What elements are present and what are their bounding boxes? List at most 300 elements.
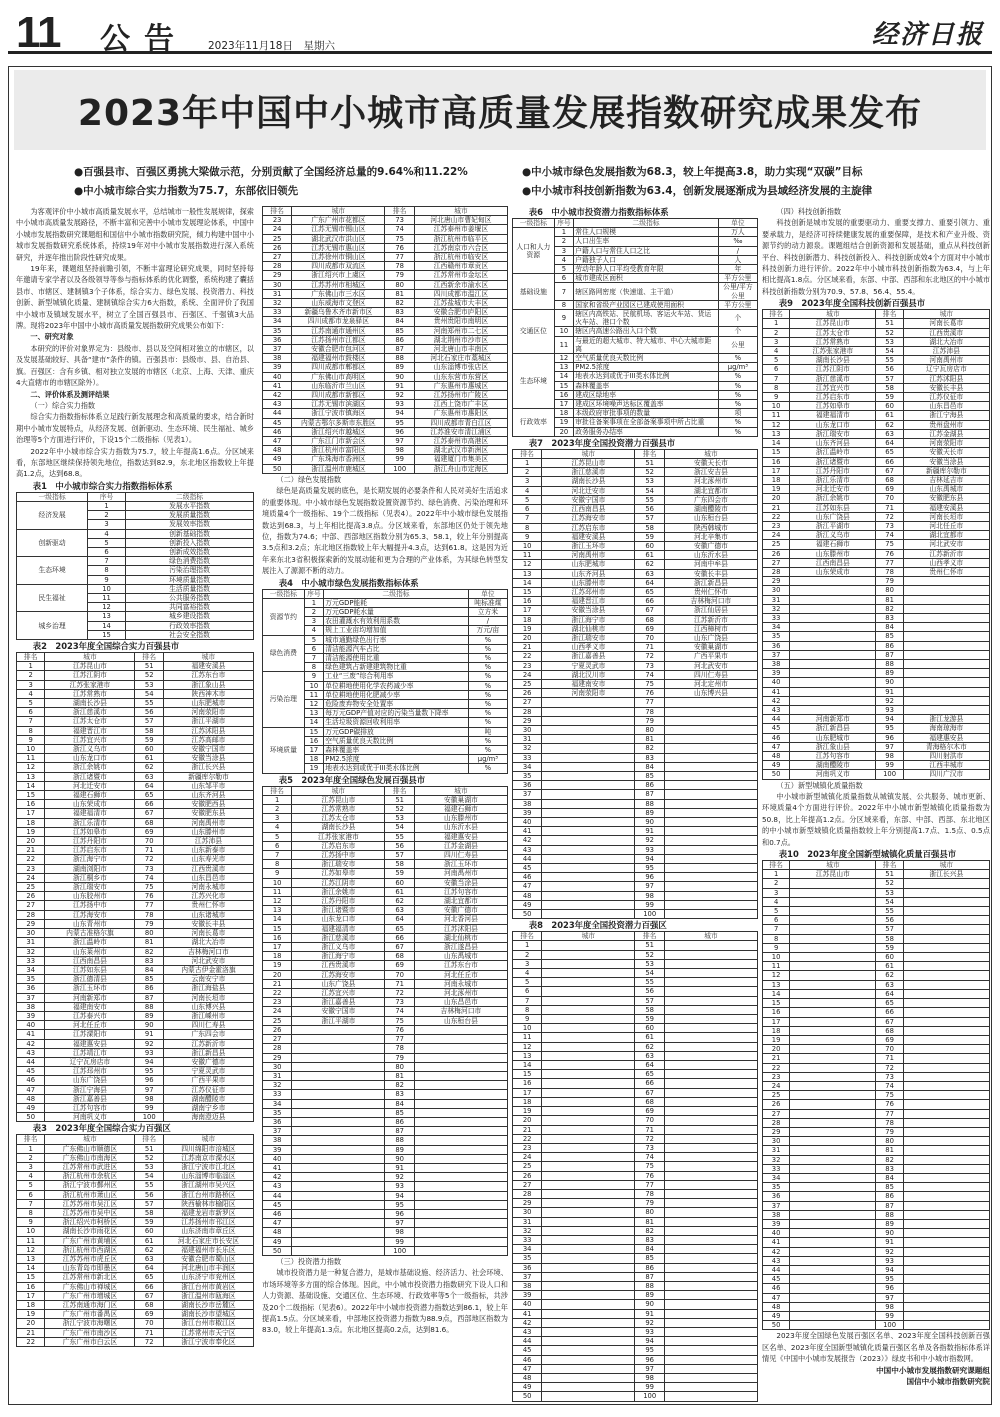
rank-cell: 20: [763, 1045, 790, 1054]
city-cell: 内蒙古伊金霍洛旗: [163, 965, 253, 974]
table-row: [513, 569, 758, 578]
rank-cell: 28: [263, 1044, 292, 1053]
seq-cell: 16: [554, 390, 574, 399]
rank-cell: 30: [513, 725, 542, 734]
rank-cell: 61: [135, 1236, 163, 1245]
city-cell: 安徽长丰县: [664, 569, 757, 578]
city-cell: 山东禹城市: [903, 485, 989, 494]
rank-cell: 24: [17, 873, 45, 882]
city-cell: 浙江乐清市: [45, 818, 135, 827]
table-row: [263, 924, 508, 933]
rank-cell: 38: [17, 1002, 45, 1011]
city-cell: 江苏兴化市: [163, 892, 253, 901]
rank-cell: 31: [513, 1217, 542, 1226]
seq-cell: 6: [88, 547, 126, 556]
table-caption: 表8 2023年度全国投资潜力百强区: [528, 920, 667, 931]
rank-cell: 87: [385, 1127, 414, 1136]
indicator-cell: 污染治理指数: [126, 566, 254, 575]
bullet-point: ●百强县市、百强区勇挑大梁做示范，分别贡献了全国经济总量的9.64%和11.22%: [74, 166, 468, 178]
city-cell: 广东广州市番禺区: [45, 1310, 135, 1319]
table-row: [513, 1097, 758, 1106]
city-cell: 江苏扬州市邗江区: [163, 1218, 253, 1227]
rank-cell: 36: [513, 781, 542, 790]
rank-cell: 1: [263, 795, 292, 804]
seq-cell: 9: [554, 310, 574, 327]
rank-cell: 61: [876, 962, 903, 971]
city-cell: 湖南长沙市望城区: [163, 1310, 253, 1319]
rank-cell: 31: [763, 595, 790, 604]
table-row: [763, 1275, 990, 1284]
indicator-table: [16, 492, 254, 640]
rank-cell: 90: [135, 1021, 163, 1030]
city-cell: 浙江宁波市奉化区: [163, 1337, 253, 1346]
city-cell: 江苏昆山市: [790, 870, 876, 879]
table-row: [513, 587, 758, 596]
table-row: [763, 943, 990, 952]
rank-cell: 93: [876, 1256, 903, 1265]
body-paragraph: 中小城市新型城镇化质量指数从城镇发展、公共服务、城市更新、环境质量4个方面进行评价。2022年中小城市新型城镇化质量指数为50.8，比上年提高1.2点。分区域来看，东部、中部、西部、东北地区的中小城市新型城镇化质量指数较上年分别提高1.7点、1.5点、0.5点和0.7点。: [762, 792, 990, 847]
city-cell: [664, 1383, 757, 1392]
city-cell: [414, 1062, 507, 1071]
rank-cell: 37: [263, 345, 292, 354]
unit-cell: %: [468, 699, 507, 708]
table-row: [763, 1054, 990, 1063]
rank-cell: 27: [263, 1035, 292, 1044]
city-cell: 浙江龙游县: [903, 715, 989, 724]
city-cell: 陕西榆林市榆阳区: [163, 1199, 253, 1208]
city-cell: 山东龙口市: [790, 420, 876, 429]
city-cell: [414, 1200, 507, 1209]
table-row: [17, 1048, 254, 1057]
rank-cell: 30: [263, 1062, 292, 1071]
city-cell: 江苏常州市新北区: [45, 1273, 135, 1282]
rank-cell: 17: [763, 1017, 790, 1026]
rank-cell: 94: [876, 1265, 903, 1274]
city-cell: 福建福清市: [790, 411, 876, 420]
city-cell: [664, 1051, 757, 1060]
rank-cell: 2: [763, 328, 790, 337]
table-row: [763, 1256, 990, 1265]
rank-cell: 49: [513, 1383, 542, 1392]
city-cell: 江苏邳州市: [542, 587, 635, 596]
city-cell: 广东四会市: [163, 1030, 253, 1039]
rank-cell: 45: [763, 1275, 790, 1284]
rank-cell: 21: [513, 1125, 542, 1134]
city-cell: 山东广饶县: [45, 1076, 135, 1085]
table-row: [263, 1209, 508, 1218]
table-row: [763, 1081, 990, 1090]
table-row: [513, 753, 758, 762]
city-cell: [414, 1044, 507, 1053]
seq-cell: 18: [554, 409, 574, 418]
rank-cell: 95: [876, 1275, 903, 1284]
table-caption: 表4 中小城市绿色发展指数指标体系: [278, 577, 419, 588]
city-cell: [790, 1137, 876, 1146]
city-cell: 山西孝义市: [903, 558, 989, 567]
city-cell: [903, 888, 989, 897]
table-row: [763, 1072, 990, 1081]
rank-cell: 60: [635, 541, 664, 550]
city-cell: [542, 1143, 635, 1152]
rank-cell: 88: [876, 659, 903, 668]
rank-cell: 57: [635, 996, 664, 1005]
city-cell: 浙江新昌县: [790, 724, 876, 733]
rank-cell: 41: [763, 687, 790, 696]
city-cell: 河北武安市: [664, 661, 757, 670]
city-cell: 江苏苏州市吴江区: [45, 1199, 135, 1208]
rank-cell: 98: [876, 1302, 903, 1311]
column-header: 排名: [635, 932, 664, 941]
rank-cell: 39: [763, 669, 790, 678]
seq-cell: 15: [304, 727, 324, 736]
unit-cell: %: [718, 390, 757, 399]
table-row: [513, 1024, 758, 1033]
table-row: [263, 437, 508, 446]
city-cell: 吉林延吉市: [903, 475, 989, 484]
table-row: [763, 319, 990, 328]
table-row: [513, 354, 758, 363]
city-cell: [664, 1235, 757, 1244]
rank-cell: 24: [513, 670, 542, 679]
city-cell: 江苏句容市: [414, 887, 507, 896]
section-heading: 二、评价体系及测评结果: [30, 389, 110, 399]
city-cell: [790, 650, 876, 659]
city-cell: 河南禹州市: [542, 551, 635, 560]
city-cell: [292, 1117, 385, 1126]
city-cell: 浙江温岭市: [790, 448, 876, 457]
city-cell: [790, 1164, 876, 1173]
indicator-cell: 空气质量优良天数比例: [574, 354, 719, 363]
city-cell: [664, 910, 757, 919]
table-row: [763, 485, 990, 494]
rank-cell: 88: [635, 1281, 664, 1290]
rank-cell: 37: [513, 1272, 542, 1281]
city-cell: 山东禹城市: [414, 952, 507, 961]
rank-cell: 17: [17, 1291, 45, 1300]
table-row: [263, 1154, 508, 1163]
city-cell: [664, 1033, 757, 1042]
city-cell: 河北定州市: [664, 679, 757, 688]
city-cell: [790, 916, 876, 925]
table-row: [763, 696, 990, 705]
unit-cell: %: [468, 764, 507, 773]
rank-cell: 20: [513, 1116, 542, 1125]
table-row: [263, 841, 508, 850]
city-cell: 江苏金湖县: [903, 429, 989, 438]
city-cell: 四川广汉市: [903, 770, 989, 779]
table-row: [763, 1045, 990, 1054]
rank-cell: 19: [17, 827, 45, 836]
rank-cell: 100: [385, 1246, 414, 1255]
table-row: [763, 1293, 990, 1302]
rank-cell: 29: [763, 1127, 790, 1136]
city-cell: [790, 925, 876, 934]
rank-cell: 37: [17, 993, 45, 1002]
city-cell: 浙江温岭市: [45, 938, 135, 947]
table-row: [17, 662, 254, 671]
rank-cell: 6: [763, 365, 790, 374]
rank-cell: 44: [763, 1265, 790, 1274]
table-row: [763, 586, 990, 595]
city-cell: [664, 941, 757, 950]
city-cell: 江苏无锡市惠山区: [292, 243, 385, 252]
rank-cell: 3: [763, 888, 790, 897]
rank-cell: 39: [263, 363, 292, 372]
city-cell: 江苏常熟市: [292, 805, 385, 814]
table-row: [763, 1265, 990, 1274]
rank-cell: 99: [385, 455, 414, 464]
table-row: [513, 1226, 758, 1235]
rank-cell: 78: [385, 1044, 414, 1053]
column-header: 排名: [513, 932, 542, 941]
table-row: [17, 1181, 254, 1190]
city-cell: [664, 818, 757, 827]
issue-date: 2023年11月18日 星期六: [208, 40, 335, 52]
city-cell: [414, 1237, 507, 1246]
city-cell: 江苏如东县: [45, 965, 135, 974]
city-cell: [790, 604, 876, 613]
table-caption: 表9 2023年度全国科技创新百强县市: [778, 298, 926, 309]
table-row: [263, 354, 508, 363]
table-row: [17, 929, 254, 938]
rank-cell: 74: [135, 873, 163, 882]
city-cell: [542, 818, 635, 827]
city-cell: 浙江宁波市镇海区: [292, 409, 385, 418]
rank-cell: 72: [135, 855, 163, 864]
table-row: [513, 1116, 758, 1125]
rank-cell: 7: [513, 514, 542, 523]
city-cell: 浙江仙居县: [664, 606, 757, 615]
rank-cell: 47: [263, 1219, 292, 1228]
unit-cell: /: [468, 617, 507, 626]
rank-cell: 87: [876, 1201, 903, 1210]
city-cell: 江苏南通市通州区: [292, 326, 385, 335]
city-cell: 浙江玉环市: [45, 984, 135, 993]
indicator-cell: 绿色建筑占新建建筑物比重: [324, 663, 469, 672]
table-row: [263, 234, 508, 243]
indicator-cell: 生活垃圾资源回收利用率: [324, 718, 469, 727]
city-cell: [292, 1219, 385, 1228]
city-cell: [790, 879, 876, 888]
table-row: [513, 597, 758, 606]
rank-cell: 58: [385, 860, 414, 869]
city-cell: 山东荣成市: [790, 567, 876, 576]
city-cell: 海南澄迈县: [163, 1113, 253, 1122]
city-cell: 浙江德清县: [45, 975, 135, 984]
rank-cell: 70: [135, 837, 163, 846]
city-cell: 四川成都市郫都区: [292, 363, 385, 372]
city-cell: 河北涿州市: [664, 477, 757, 486]
city-cell: 河南郑州市二七区: [414, 326, 507, 335]
table-row: [17, 1245, 254, 1254]
signature: 中国中小城市发展指数研究课题组: [876, 1365, 990, 1375]
column-header: 二级指标: [574, 219, 719, 228]
city-cell: 广东佛山市禅城区: [45, 1282, 135, 1291]
indicator-cell: 农田灌溉水有效利用系数: [324, 617, 469, 626]
rank-cell: 73: [876, 1072, 903, 1081]
city-cell: [790, 962, 876, 971]
indicator-cell: 创新基础指数: [126, 529, 254, 538]
rank-cell: 65: [135, 1273, 163, 1282]
city-cell: [414, 1108, 507, 1117]
rank-cell: 39: [263, 1145, 292, 1154]
city-cell: 福建惠安县: [903, 733, 989, 742]
rank-cell: 71: [635, 643, 664, 652]
category-cell: 交通区位: [513, 310, 555, 354]
city-cell: 江苏沭阳县: [903, 374, 989, 383]
table-row: [763, 328, 990, 337]
rank-cell: 57: [635, 514, 664, 523]
city-cell: 湖南长沙市岳麓区: [163, 1301, 253, 1310]
rank-cell: 15: [763, 448, 790, 457]
unit-cell: %: [468, 672, 507, 681]
city-cell: 浙江瑞安市: [790, 429, 876, 438]
city-cell: 江苏昆山市: [45, 662, 135, 671]
city-cell: [664, 1263, 757, 1272]
city-cell: 福建福清市: [292, 924, 385, 933]
table-row: [763, 1302, 990, 1311]
rank-cell: 40: [763, 678, 790, 687]
rank-cell: 69: [635, 1107, 664, 1116]
rank-cell: 61: [385, 887, 414, 896]
city-cell: [542, 900, 635, 909]
rank-cell: 4: [763, 897, 790, 906]
table-row: [513, 615, 758, 624]
city-cell: 河南永城市: [163, 883, 253, 892]
table-row: [513, 523, 758, 532]
rank-cell: 14: [763, 439, 790, 448]
city-cell: [292, 1127, 385, 1136]
city-cell: [664, 1024, 757, 1033]
rank-cell: 95: [635, 864, 664, 873]
city-cell: [664, 1143, 757, 1152]
rank-cell: 26: [513, 689, 542, 698]
table-row: [513, 790, 758, 799]
rank-cell: 23: [763, 1072, 790, 1081]
city-cell: 浙江慈溪市: [292, 933, 385, 942]
rank-cell: 85: [635, 771, 664, 780]
city-cell: 江苏昆山市: [790, 319, 876, 328]
city-cell: 湖北荆州市沙市区: [414, 335, 507, 344]
city-cell: 河北迁安市: [790, 485, 876, 494]
city-cell: [664, 882, 757, 891]
table-row: [263, 381, 508, 390]
table-row: [763, 1284, 990, 1293]
rank-cell: 93: [635, 845, 664, 854]
table-row: [763, 761, 990, 770]
rank-cell: 56: [135, 708, 163, 717]
table-row: [263, 1053, 508, 1062]
city-cell: 广东惠州市惠阳区: [414, 409, 507, 418]
column-header: 排名: [385, 786, 414, 795]
rank-cell: 100: [135, 1113, 163, 1122]
rank-cell: 48: [513, 891, 542, 900]
rank-cell: 4: [17, 689, 45, 698]
city-cell: 安徽当涂县: [542, 606, 635, 615]
rank-cell: 5: [17, 699, 45, 708]
city-cell: [903, 1312, 989, 1321]
rank-cell: 57: [876, 925, 903, 934]
unit-cell: 平方公里: [718, 274, 757, 283]
rank-cell: 44: [763, 715, 790, 724]
city-cell: 贵州仁怀市: [664, 587, 757, 596]
city-cell: [903, 999, 989, 1008]
table-row: [513, 1125, 758, 1134]
rank-cell: 47: [17, 1085, 45, 1094]
unit-cell: %: [468, 681, 507, 690]
city-cell: [790, 678, 876, 687]
table-row: [513, 1134, 758, 1143]
indicator-cell: 创新投入指数: [126, 538, 254, 547]
rank-cell: 8: [263, 860, 292, 869]
city-cell: [414, 1117, 507, 1126]
table-row: [17, 1076, 254, 1085]
city-cell: [790, 1293, 876, 1302]
city-cell: 江苏沛县: [903, 347, 989, 356]
city-cell: 江苏高邮市: [163, 735, 253, 744]
table-row: [763, 439, 990, 448]
table-row: [513, 1088, 758, 1097]
table-row: [763, 705, 990, 714]
indicator-cell: 每万元GDP产值对应的污染当量数下降率: [324, 709, 469, 718]
table-row: [17, 1236, 254, 1245]
unit-cell: %: [468, 718, 507, 727]
table-row: [763, 356, 990, 365]
table-row: [763, 577, 990, 586]
city-cell: 广东佛山市南海区: [45, 1153, 135, 1162]
city-cell: 浙江平湖市: [292, 1016, 385, 1025]
rank-cell: 71: [876, 1054, 903, 1063]
seq-cell: 4: [88, 529, 126, 538]
indicator-cell: 清洁能源使用比重: [324, 653, 469, 662]
table-row: [263, 598, 508, 607]
city-cell: 浙江平湖市: [790, 521, 876, 530]
table-row: [513, 468, 758, 477]
column-header: 单位: [718, 219, 757, 228]
rank-cell: 37: [763, 650, 790, 659]
rank-cell: 34: [763, 1173, 790, 1182]
rank-cell: 15: [263, 924, 292, 933]
rank-cell: 83: [635, 1235, 664, 1244]
city-cell: [664, 1364, 757, 1373]
unit-cell: 项: [718, 409, 757, 418]
table-row: [513, 854, 758, 863]
rank-cell: 18: [513, 615, 542, 624]
table-header-row: [17, 492, 254, 501]
city-cell: 福建惠安县: [414, 832, 507, 841]
rank-cell: 40: [17, 1021, 45, 1030]
seq-cell: 11: [304, 690, 324, 699]
table-row: [513, 532, 758, 541]
seq-cell: 8: [554, 300, 574, 309]
column-header: 二级指标: [324, 589, 469, 598]
rank-cell: 73: [635, 1143, 664, 1152]
rank-cell: 55: [135, 1181, 163, 1190]
city-cell: [542, 753, 635, 762]
table-row: [513, 1180, 758, 1189]
column-header: 城市: [542, 932, 635, 941]
column-header: 城市: [163, 653, 253, 662]
table-row: [17, 671, 254, 680]
rank-cell: 77: [876, 558, 903, 567]
rank-cell: 90: [385, 372, 414, 381]
rank-cell: 46: [513, 873, 542, 882]
table-row: [17, 993, 254, 1002]
city-cell: 湖北汉川市: [542, 670, 635, 679]
table-row: [763, 888, 990, 897]
city-cell: [903, 1256, 989, 1265]
rank-cell: 26: [763, 549, 790, 558]
